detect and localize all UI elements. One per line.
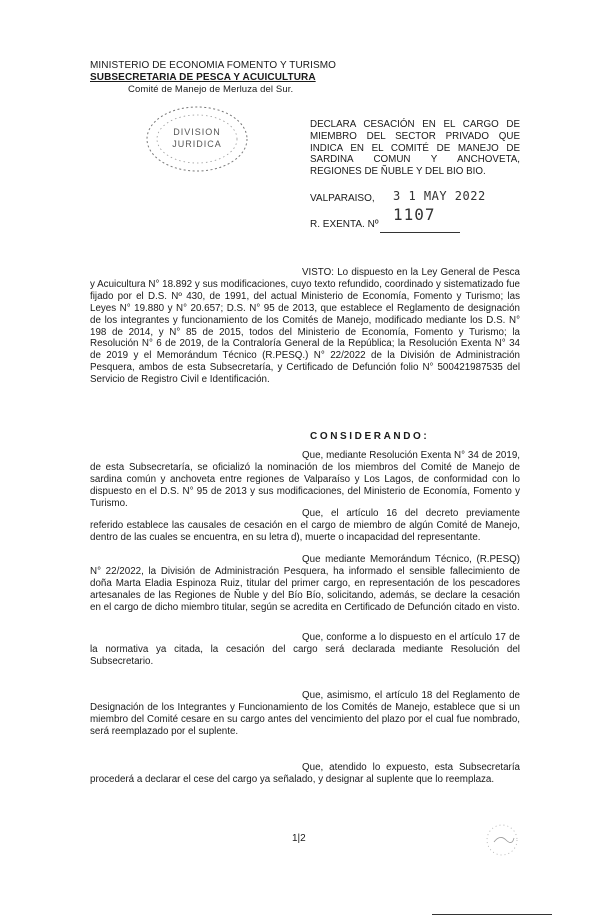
paragraph-text: Que, asimismo, el artículo 18 del Reglamento de Designación de los Integrantes y Funcionamiento de los Comités de Manejo, establece que si un miembro del Comité cesare en su cargo antes del vencimiento del plazo por el cual fue nombrado, será reemplazado por el suplente. bbox=[90, 690, 520, 737]
committee-header: Comité de Manejo de Merluza del Sur. bbox=[128, 84, 294, 95]
page-number: 1|2 bbox=[292, 833, 306, 844]
paragraph-text: Que, el artículo 16 del decreto previamente referido establece las causales de cesación en el cargo de miembro de algún Comité de Manejo, dentro de las cuales se encuentra, en su letra d), muerte o incapacidad del representante. bbox=[90, 508, 520, 543]
ministry-header: MINISTERIO DE ECONOMIA FOMENTO Y TURISMO bbox=[90, 60, 337, 71]
considerando-paragraph-3 bbox=[90, 554, 520, 614]
resolution-title: DECLARA CESACIÓN EN EL CARGO DE MIEMBRO DEL SECTOR PRIVADO QUE INDICA EN EL COMITÉ DE MANEJO DE SARDINA COMUN Y ANCHOVETA, REGIONES DE ÑUBLE Y DEL BIO BIO. bbox=[310, 119, 520, 178]
considerando-heading: CONSIDERANDO: bbox=[310, 431, 430, 442]
place-label: VALPARAISO, bbox=[310, 193, 375, 204]
considerando-paragraph-2 bbox=[90, 508, 520, 544]
resolution-number-underline bbox=[380, 232, 460, 233]
visto-label: VISTO: bbox=[302, 267, 334, 278]
visto-text: Lo dispuesto en la Ley General de Pesca y Acuicultura N° 18.892 y sus modificaciones, cuyo texto refundido, coordinado y sistematizado fue fijado por el D.S. Nº 430, de 1991, del actual Ministerio de Economía, Fomento y Turismo; las Leyes N° 19.880 y N° 20.657; D.S. N° 95 de 2013, que establece el Reglamento de designación de los integrantes y funcionamiento de los Comités de Manejo, modificado mediante los D.S. N° 198 de 2014, y N° 85 de 2015, todos del Ministerio de Economía, Fomento y Turismo; la Resolución N° 6 de 2019, de la Contraloría General de la República; la Resolución Exenta N° 34 de 2019 y el Memorándum Técnico (R.PESQ.) N° 22/2022 de la División de Administración Pesquera, ambos de esta Subsecretaría, y Certificado de Defunción folio N° 500421987535 del Servicio de Registro Civil e Identificación. bbox=[90, 267, 520, 386]
division-juridica-stamp bbox=[142, 104, 252, 174]
paragraph-text: Que, conforme a lo dispuesto en el artículo 17 de la normativa ya citada, la cesación del cargo será declarada mediante Resolución del Subsecretario. bbox=[90, 632, 520, 667]
bottom-margin-line bbox=[432, 914, 552, 915]
visto-paragraph bbox=[90, 267, 520, 386]
resolution-label: R. EXENTA. Nº bbox=[310, 219, 379, 230]
subsecretaria-header: SUBSECRETARIA DE PESCA Y ACUICULTURA bbox=[90, 72, 316, 83]
considerando-paragraph-4 bbox=[90, 632, 520, 668]
resolution-number: 1107 bbox=[393, 205, 436, 224]
initials-stamp-mark bbox=[482, 820, 522, 860]
paragraph-text: Que mediante Memorándum Técnico, (R.PESQ) N° 22/2022, la División de Administración Pesquera, ha informado el sensible fallecimiento de doña Marta Eladia Espinoza Ruiz, titular del primer cargo, en representación de los pescadores artesanales de las Regiones de Ñuble y del Bío Bío, solicitando, además, se declare la cesación en el cargo de dicho miembro titular, según se acredita en Certificado de Defunción citado en visto. bbox=[90, 554, 520, 613]
paragraph-text: Que, atendido lo expuesto, esta Subsecretaría procederá a declarar el cese del cargo ya señalado, y designar al suplente que lo reemplaza. bbox=[90, 762, 520, 785]
paragraph-text: Que, mediante Resolución Exenta N° 34 de 2019, de esta Subsecretaría, se oficializó la nominación de los miembros del Comité de Manejo de sardina común y anchoveta entre regiones de Valparaíso y Los Lagos, de conformidad con lo dispuesto en el D.S. N° 95 de 2013 y sus modificaciones, del Ministerio de Economía, Fomento y Turismo. bbox=[90, 450, 520, 509]
considerando-paragraph-6 bbox=[90, 762, 520, 786]
stamp-line-2: JURIDICA bbox=[172, 139, 222, 149]
considerando-paragraph-1 bbox=[90, 450, 520, 510]
considerando-paragraph-5 bbox=[90, 690, 520, 738]
resolution-date: 3 1 MAY 2022 bbox=[393, 189, 486, 203]
stamp-line-1: DIVISION bbox=[173, 127, 221, 137]
